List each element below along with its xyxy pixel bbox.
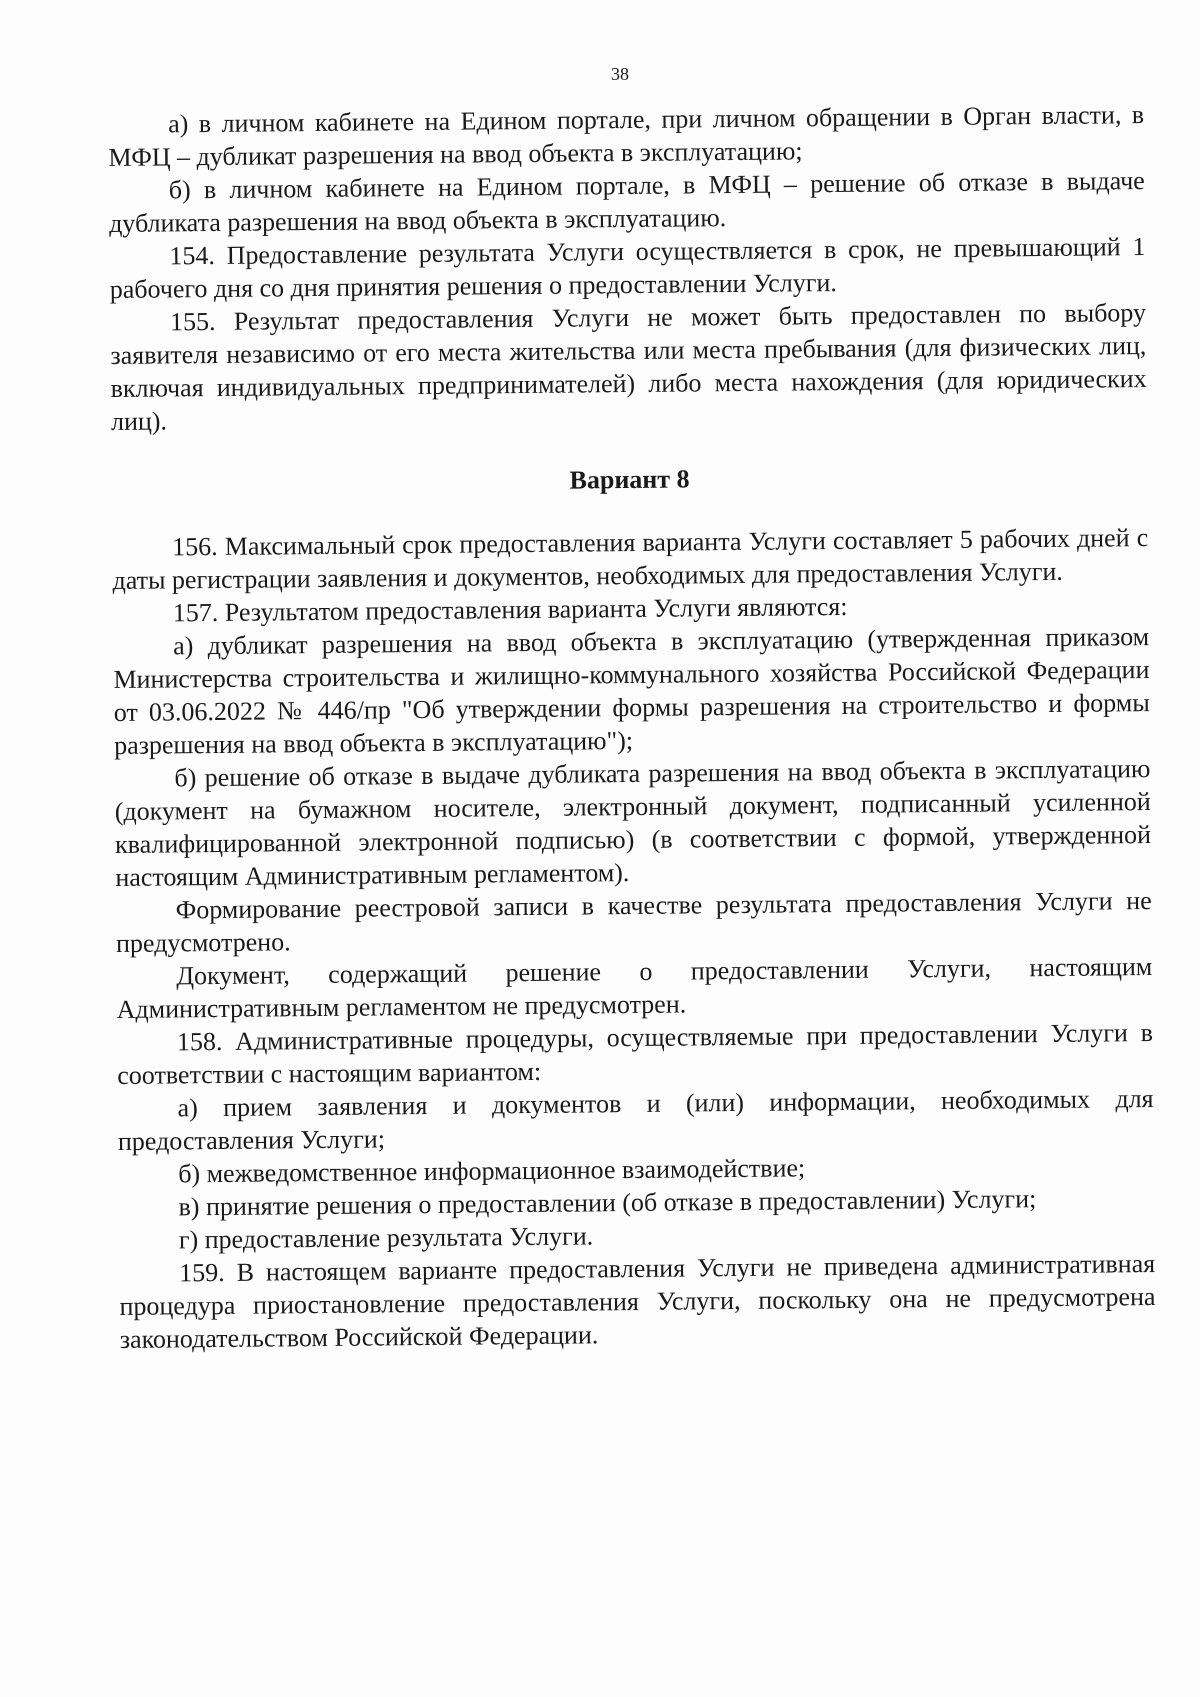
paragraph: 154. Предоставление результата Услуги осуществляется в срок, не превышающий 1 рабочего дня со дня принятия решения о предоставлении Услуги. bbox=[109, 232, 1146, 304]
section-heading: Вариант 8 bbox=[569, 464, 690, 495]
paragraph: г) предоставление результата Услуги. bbox=[178, 1221, 594, 1255]
paragraph: в) принятие решения о предоставлении (об отказе в предоставлении) Услуги; bbox=[178, 1184, 1037, 1222]
document-body bbox=[108, 98, 1156, 1356]
paragraph: б) решение об отказе в выдаче дубликата разрешения на ввод объекта в эксплуатацию (документ на бумажном носителе, электронный документ, подписанный усиленной квалифицированной электронной подписью) (в соответствии с формой, утвержденной настоящим Административным регламентом). bbox=[114, 754, 1152, 892]
paragraph: б) в личном кабинете на Едином портале, в МФЦ – решение об отказе в выдаче дубликата разрешения на ввод объекта в эксплуатацию. bbox=[108, 166, 1145, 238]
paragraph: 158. Административные процедуры, осуществляемые при предоставлении Услуги в соответствии с настоящим вариантом: bbox=[117, 1018, 1154, 1090]
paragraph: 155. Результат предоставления Услуги не может быть предоставлен по выбору заявителя независимо от его места жительства или места пребывания (для физических лиц, включая индивидуальных предпринимателей) либо места нахождения (для юридических лиц). bbox=[110, 298, 1147, 436]
paragraph: а) дубликат разрешения на ввод объекта в эксплуатацию (утвержденная приказом Министерства строительства и жилищно-коммунального хозяйства Российской Федерации от 03.06.2022 № 446/пр "Об утверждении формы разрешения на строительство и формы разрешения на ввод объекта в эксплуатацию"); bbox=[113, 622, 1150, 760]
paragraph: Формирование реестровой записи в качестве результата предоставления Услуги не предусмотрено. bbox=[115, 886, 1152, 958]
paragraph: 156. Максимальный срок предоставления варианта Услуги составляет 5 рабочих дней с даты регистрации заявления и документов, необходимых для предоставления Услуги. bbox=[112, 523, 1149, 595]
paragraph: б) межведомственное информационное взаимодействие; bbox=[178, 1153, 806, 1189]
paragraph: а) в личном кабинете на Едином портале, при личном обращении в Орган власти, в МФЦ – дубликат разрешения на ввод объекта в эксплуатацию; bbox=[108, 100, 1145, 172]
paragraph: 157. Результатом предоставления варианта Услуги являются: bbox=[172, 591, 848, 628]
paragraph: 159. В настоящем варианте предоставления Услуги не приведена административная процедура приостановление предоставления Услуги, поскольку она не предусмотрена законодательством Российской Федерации. bbox=[119, 1249, 1156, 1354]
paragraph: а) прием заявления и документов и (или) информации, необходимых для предоставления Услуги; bbox=[117, 1084, 1154, 1156]
paragraph: Документ, содержащий решение о предоставлении Услуги, настоящим Административным регламентом не предусмотрен. bbox=[116, 952, 1153, 1024]
page-number: 38 bbox=[611, 64, 629, 84]
